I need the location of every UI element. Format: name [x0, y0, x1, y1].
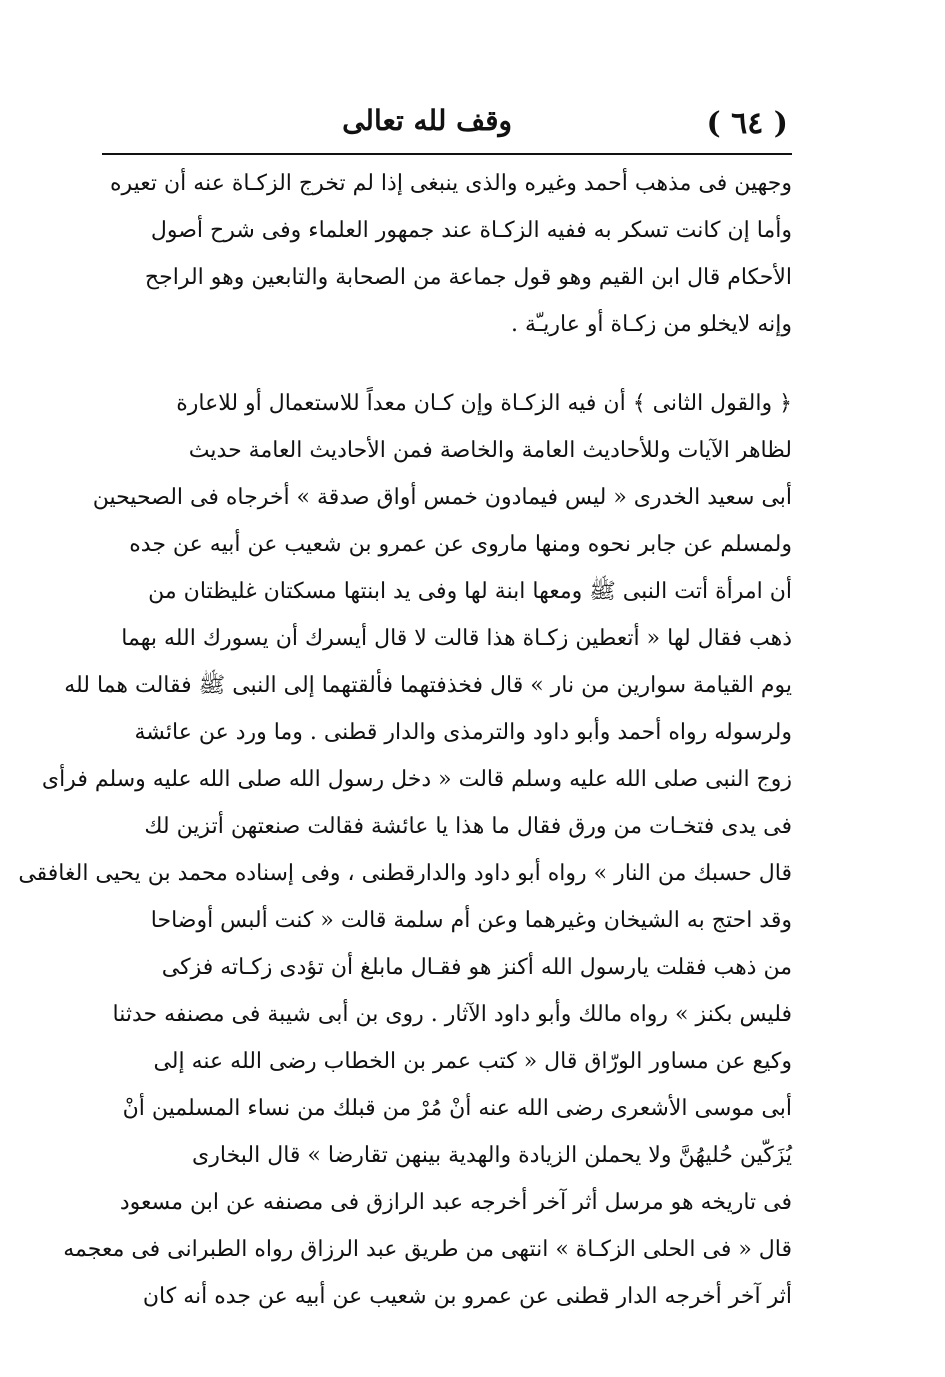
text-line: وكيع عن مساور الورّاق قال « كتب عمر بن الخطاب رضى الله عنه إلى — [153, 1049, 792, 1074]
header-divider — [102, 153, 792, 155]
text-line: وجهين فى مذهب أحمد وغيره والذى ينبغى إذا لم تخرج الزكـاة عنه أن تعيره — [109, 171, 792, 196]
running-title: وقف لله تعالى — [342, 104, 512, 137]
text-line: وأما إن كانت تسكر به ففيه الزكـاة عند جمهور العلماء وفى شرح أصول — [150, 218, 792, 243]
text-line: ذهب فقال لها « أتعطين زكـاة هذا قالت لا قال أيسرك أن يسورك الله بهما — [121, 626, 792, 651]
paragraph-2 — [18, 380, 792, 1320]
text-line: أبى سعيد الخدرى « ليس فيمادون خمس أواق صدقة » أخرجاه فى الصحيحين — [92, 485, 792, 510]
text-line: من ذهب فقلت يارسول الله أكنز هو فقـال مابلغ أن تؤدى زكـاته فزكى — [161, 955, 792, 980]
page-header — [102, 98, 792, 156]
text-line: أبى موسى الأشعرى رضى الله عنه أنْ مُرْ من قبلك من نساء المسلمين أنْ — [122, 1096, 792, 1121]
text-line: وقد احتج به الشيخان وغيرهما وعن أم سلمة قالت « كنت ألبس أوضاحا — [150, 908, 792, 933]
text-line: قال « فى الحلى الزكـاة » انتهى من طريق عبد الرزاق رواه الطبرانى فى معجمه — [63, 1237, 792, 1262]
text-line: ﴿ والقول الثانى ﴾ أن فيه الزكـاة وإن كـان معداً للاستعمال أو للاعارة — [176, 391, 792, 416]
text-line: فى تاريخه هو مرسل أثر آخر أخرجه عبد الرازق فى مصنفه عن ابن مسعود — [119, 1190, 792, 1215]
body-text — [18, 160, 792, 1320]
paragraph-gap — [102, 348, 792, 380]
text-line: لظاهر الآيات وللأحاديث العامة والخاصة فمن الأحاديث العامة حديث — [188, 438, 792, 463]
paragraph-1 — [102, 160, 792, 348]
text-line: فليس بكنز » رواه مالك وأبو داود الآثار . روى بن أبى شيبة فى مصنفه حدثنا — [112, 1002, 792, 1027]
text-line: وإنه لايخلو من زكـاة أو عاريـّة . — [511, 312, 792, 337]
page-number: ( ٦٤ ) — [706, 106, 788, 141]
text-line: يوم القيامة سوارين من نار » قال فخذفتهما فألقتهما إلى النبى ﷺ فقالت هما لله — [64, 673, 792, 698]
text-line: زوج النبى صلى الله عليه وسلم قالت « دخل رسول الله صلى الله عليه وسلم فرأى — [41, 767, 792, 792]
text-line: يُزَكّين حُليهُنَّ ولا يحملن الزيادة والهدية بينهن تقارضا » قال البخارى — [192, 1143, 792, 1168]
text-line: فى يدى فتخـات من ورق فقال ما هذا يا عائشة فقالت صنعتهن أتزين لك — [144, 814, 792, 839]
text-line: أن امرأة أتت النبى ﷺ ومعها ابنة لها وفى يد ابنتها مسكتان غليظتان من — [148, 579, 792, 604]
text-line: أثر آخر أخرجه الدار قطنى عن عمرو بن شعيب عن أبيه عن جده أنه كان — [142, 1284, 792, 1309]
text-line: ولرسوله رواه أحمد وأبو داود والترمذى والدار قطنى . وما ورد عن عائشة — [134, 720, 792, 745]
text-line: الأحكام قال ابن القيم وهو قول جماعة من الصحابة والتابعين وهو الراجح — [144, 265, 792, 290]
text-line: ولمسلم عن جابر نحوه ومنها ماروى عن عمرو بن شعيب عن أبيه عن جده — [129, 532, 792, 557]
text-line: قال حسبك من النار » رواه أبو داود والدارقطنى ، وفى إسناده محمد بن يحيى الغافقى — [18, 861, 792, 886]
